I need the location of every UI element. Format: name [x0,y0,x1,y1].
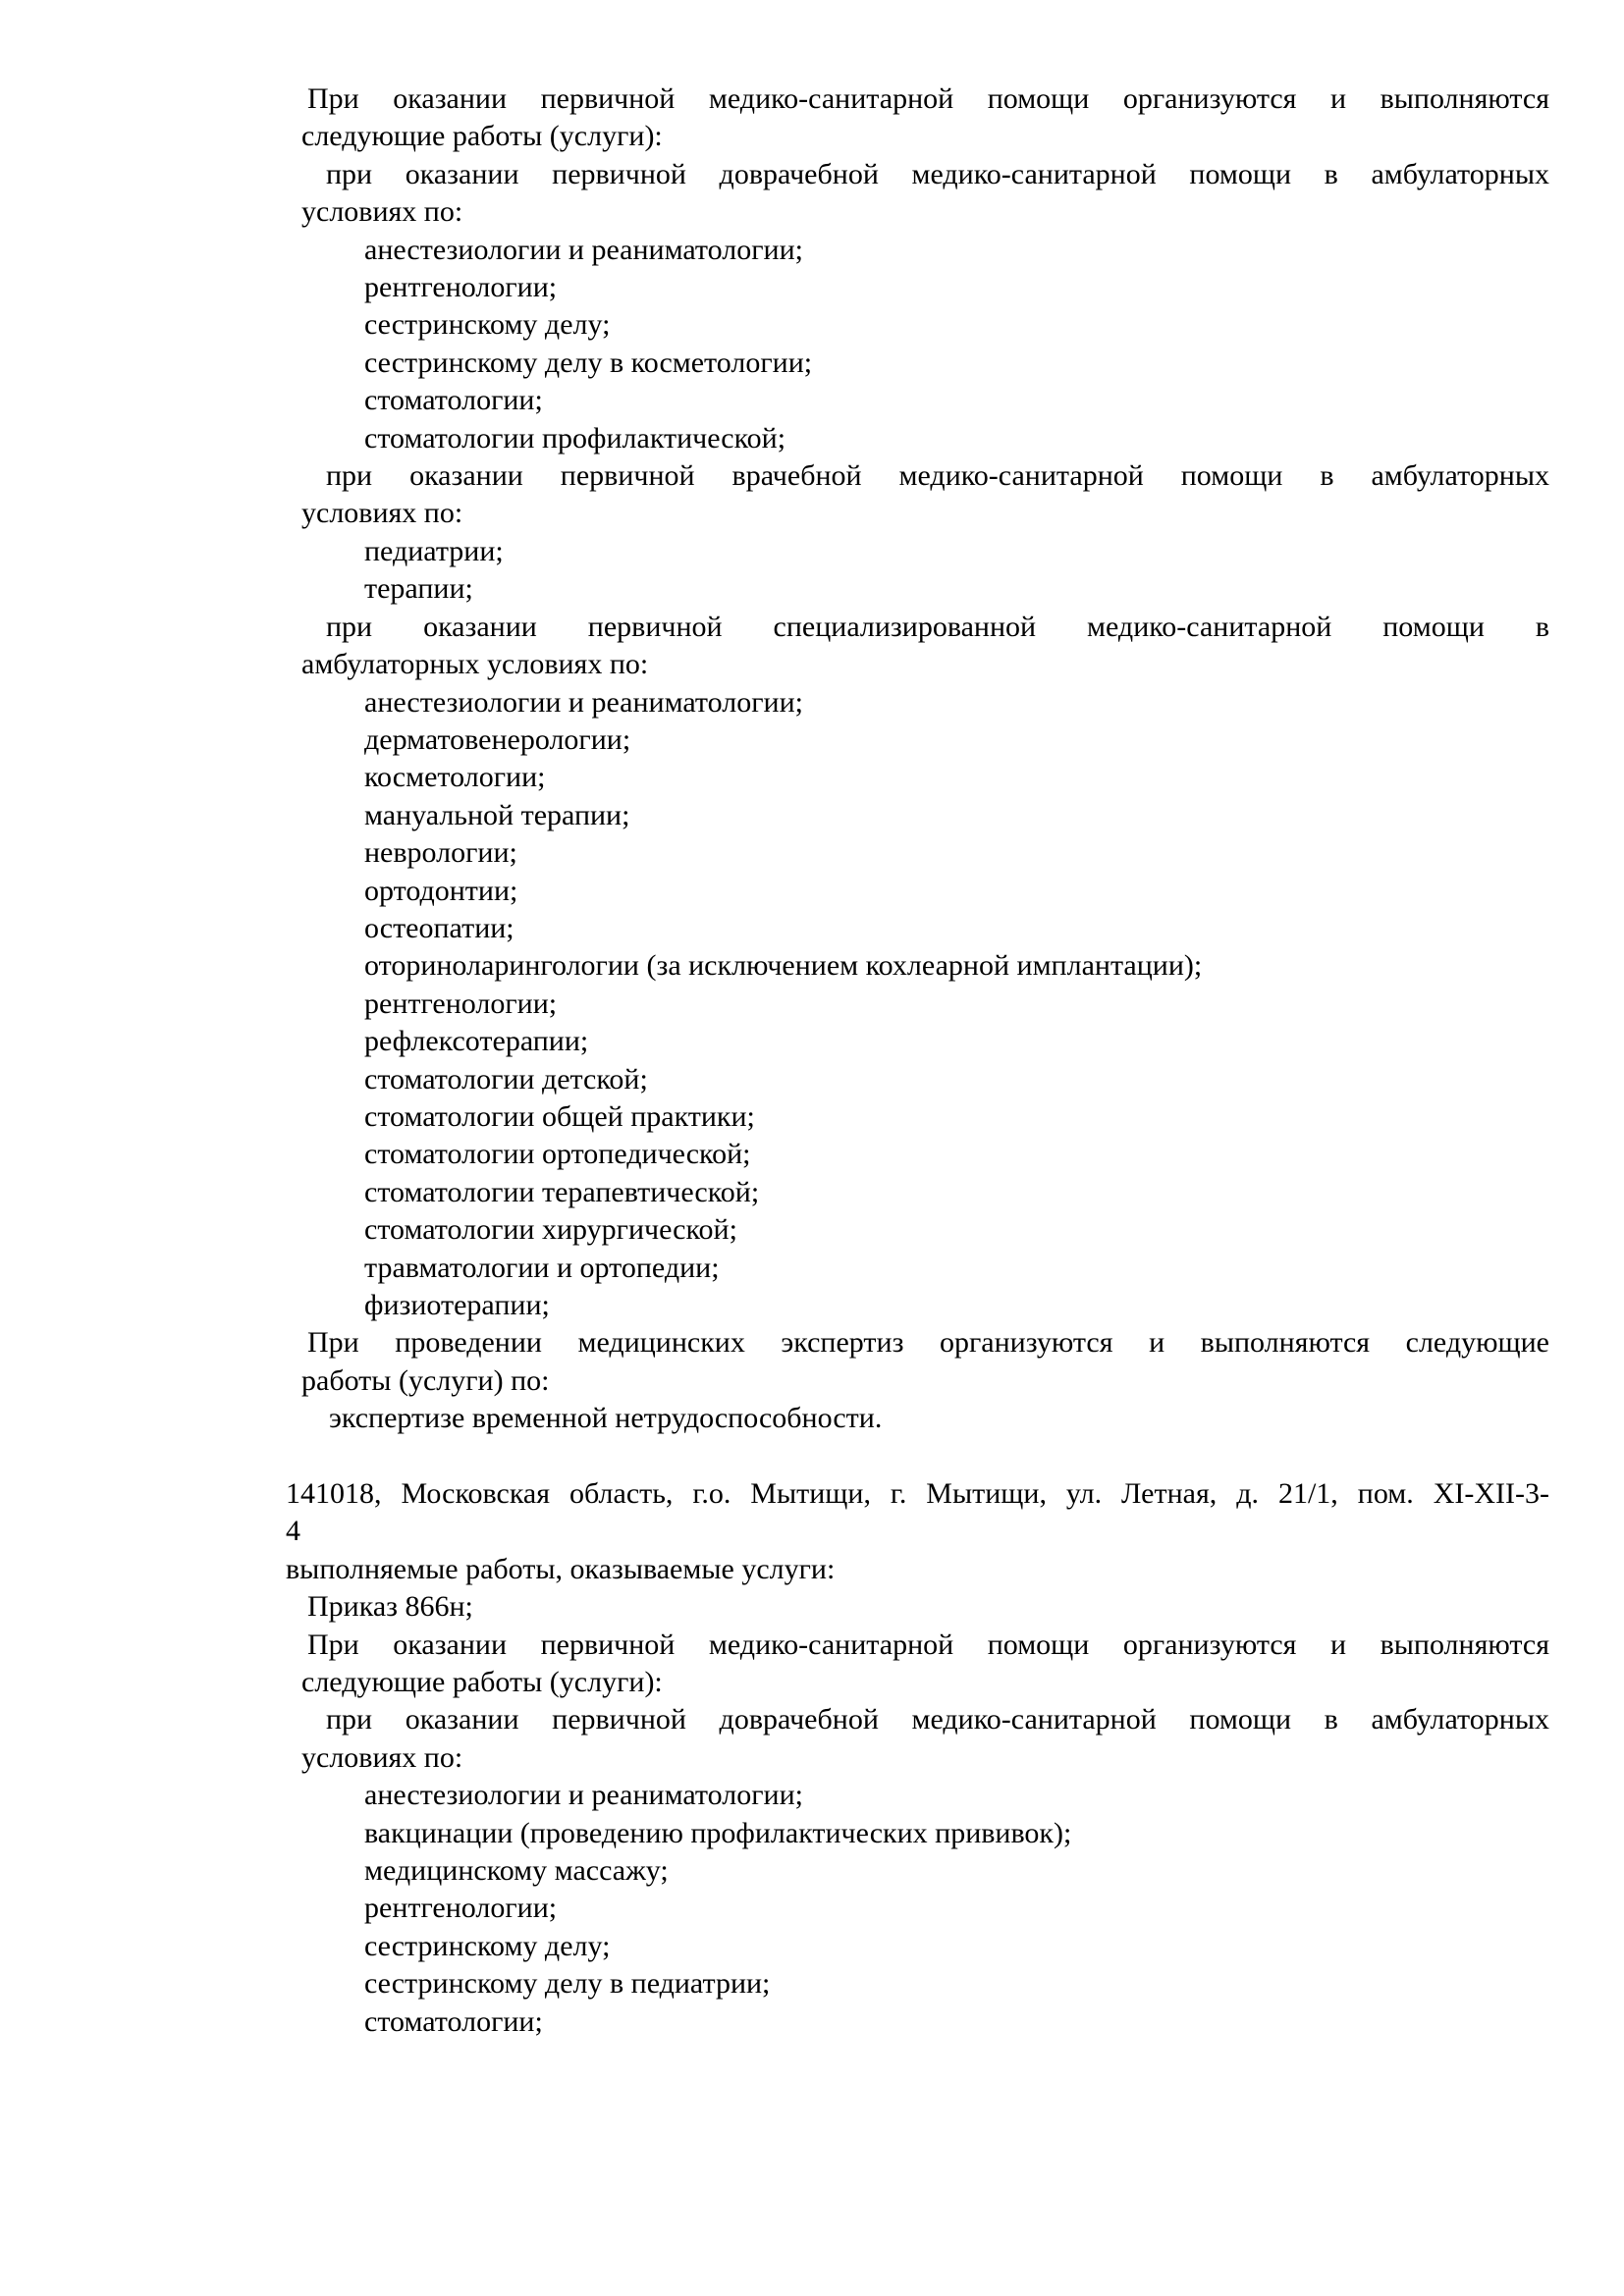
text-line: анестезиологии и реаниматологии; [364,233,803,266]
text-line: условиях по: [301,195,463,229]
text-line: оториноларингологии (за исключением кохлеарной имплантации); [364,949,1203,983]
text-line: при оказании первичной доврачебной медико-санитарной помощи в амбулаторных [326,157,1549,190]
text-line: стоматологии; [364,2004,543,2038]
blank-line [286,1438,1549,1475]
text-line: стоматологии общей практики; [364,1099,755,1133]
text-line: остеопатии; [364,911,514,944]
text-line: стоматологии ортопедической; [364,1138,751,1171]
text-line: стоматологии терапевтической; [364,1175,760,1208]
text-line: выполняемые работы, оказываемые услуги: [286,1552,836,1585]
text-line: косметологии; [364,761,546,794]
text-line: При оказании первичной медико-санитарной помощи организуются и выполняются [307,1628,1549,1661]
text-line: дерматовенерологии; [364,722,631,756]
text-line: 4 [286,1515,300,1548]
text-line: физиотерапии; [364,1289,550,1321]
text-line: педиатрии; [364,534,504,567]
text-line: терапии; [364,572,473,606]
text-line: стоматологии детской; [364,1062,648,1095]
text-line: ортодонтии; [364,874,518,907]
text-line: при оказании первичной врачебной медико-санитарной помощи в амбулаторных [326,459,1549,493]
text-line: сестринскому делу; [364,1929,611,1962]
text-line: рефлексотерапии; [364,1025,589,1058]
text-line: стоматологии профилактической; [364,421,786,454]
text-line: Приказ 866н; [307,1590,473,1624]
text-line: травматологии и ортопедии; [364,1251,720,1284]
text-line: вакцинации (проведению профилактических прививок); [364,1816,1072,1849]
text-line: При оказании первичной медико-санитарной помощи организуются и выполняются [307,82,1549,115]
text-line: экспертизе временной нетрудоспособности. [329,1402,883,1435]
text-line: сестринскому делу; [364,308,611,342]
text-line: неврологии; [364,836,517,870]
text-line: рентгенологии; [364,987,558,1020]
text-line: следующие работы (услуги): [301,1666,663,1699]
text-line: условиях по: [301,497,463,530]
text-line: сестринскому делу в косметологии; [364,346,813,379]
text-line: 141018, Московская область, г.о. Мытищи, г. Мытищи, ул. Летная, д. 21/1, пом. XI-XII-3- [286,1477,1549,1511]
text-line: анестезиологии и реаниматологии; [364,685,803,719]
text-line: следующие работы (услуги): [301,120,663,153]
text-line: условиях по: [301,1740,463,1774]
text-line: медицинскому массажу; [364,1854,669,1888]
text-line: При проведении медицинских экспертиз организуются и выполняются следующие [307,1326,1549,1360]
text-line: сестринскому делу в педиатрии; [364,1967,771,2001]
text-line: стоматологии; [364,384,543,417]
text-line: рентгенологии; [364,271,558,304]
text-line: при оказании первичной доврачебной медико-санитарной помощи в амбулаторных [326,1703,1549,1736]
text-line: анестезиологии и реаниматологии; [364,1779,803,1812]
text-line: рентгенологии; [364,1892,558,1925]
text-line: мануальной терапии; [364,798,630,831]
document-lines [286,80,1549,2041]
text-line: стоматологии хирургической; [364,1213,737,1247]
text-line: работы (услуги) по: [301,1363,550,1397]
text-line: амбулаторных условиях по: [301,648,649,681]
text-line: при оказании первичной специализированной медико-санитарной помощи в [326,610,1549,643]
